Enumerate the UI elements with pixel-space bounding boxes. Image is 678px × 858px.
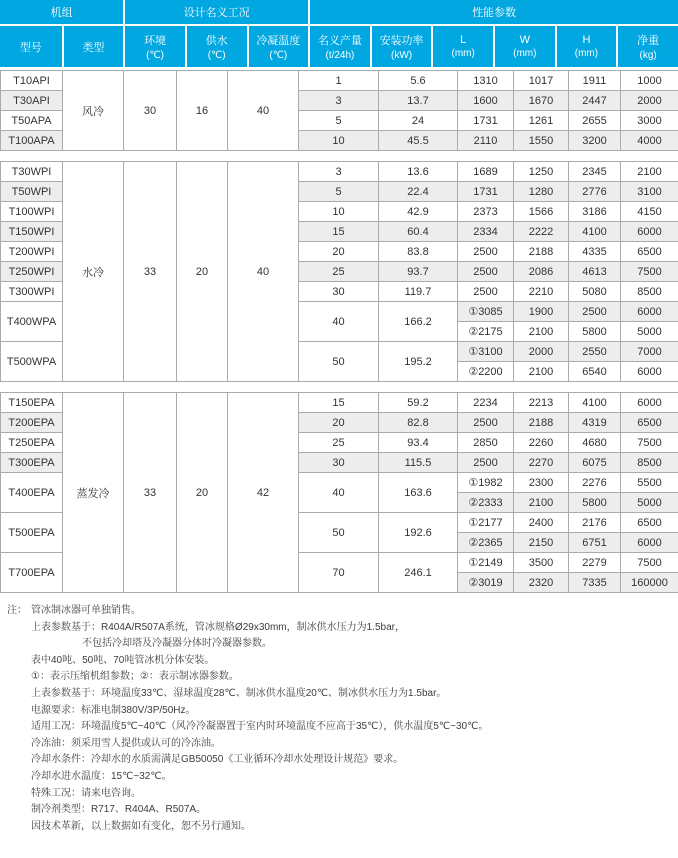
- cell-capacity: 50: [299, 342, 379, 382]
- cell-length: ①1982: [458, 473, 514, 493]
- cell-width: 1261: [514, 111, 569, 131]
- cell-power: 163.6: [379, 473, 458, 513]
- cell-width: 3500: [514, 553, 569, 573]
- col-title: 型号: [19, 41, 42, 54]
- cell-supply: 20: [177, 393, 228, 593]
- cell-model: T150EPA: [1, 393, 63, 413]
- note-line: ①：表示压缩机组参数；②：表示制冰器参数。: [31, 671, 239, 683]
- cell-model: T700EPA: [1, 553, 63, 593]
- cell-length: 1600: [458, 91, 514, 111]
- cell-width: 1670: [514, 91, 569, 111]
- cell-length: 1310: [458, 71, 514, 91]
- cell-height: 3186: [569, 202, 621, 222]
- cell-power: 60.4: [379, 222, 458, 242]
- cell-ambient: 33: [124, 162, 177, 382]
- note-line: 上表参数基于：环境温度33℃、湿球温度28℃、制冰供水温度20℃、制冰供水压力为1.5bar。: [31, 687, 447, 699]
- cell-capacity: 10: [299, 131, 379, 151]
- cell-height: 2276: [569, 473, 621, 493]
- cell-height: 2345: [569, 162, 621, 182]
- col-unit: (℃): [146, 50, 164, 61]
- cell-length: 1731: [458, 182, 514, 202]
- cell-power: 59.2: [379, 393, 458, 413]
- table-block-2: [0, 392, 678, 593]
- cell-power: 93.7: [379, 262, 458, 282]
- note-line: 冷却水进水温度：15℃~32℃。: [31, 770, 172, 782]
- col-title: 净重: [637, 35, 660, 47]
- cell-width: 2300: [514, 473, 569, 493]
- cell-type: 水冷: [63, 162, 124, 382]
- cell-type: 蒸发冷: [63, 393, 124, 593]
- col-title: 名义产量: [317, 35, 362, 47]
- cell-width: 1280: [514, 182, 569, 202]
- col-unit: (mm): [513, 48, 537, 59]
- col-unit: (℃): [269, 50, 288, 61]
- cell-height: 4319: [569, 413, 621, 433]
- cell-capacity: 15: [299, 393, 379, 413]
- col-header-ambient: [123, 26, 185, 67]
- table-header: [0, 0, 678, 67]
- table-row: [1, 162, 678, 182]
- note-line: 不包括冷却塔及冷凝器分体时冷凝器参数。: [82, 638, 272, 650]
- notes: [0, 603, 678, 835]
- table-block-1: [0, 161, 678, 382]
- cell-model: T250EPA: [1, 433, 63, 453]
- cell-width: 2086: [514, 262, 569, 282]
- cell-width: 2100: [514, 322, 569, 342]
- cell-net-weight: 6000: [621, 362, 678, 382]
- col-unit: (mm): [451, 48, 475, 59]
- cell-net-weight: 7500: [621, 433, 678, 453]
- table-row: [1, 71, 678, 91]
- cell-power: 5.6: [379, 71, 458, 91]
- cell-model: T100WPI: [1, 202, 63, 222]
- cell-supply: 16: [177, 71, 228, 151]
- cell-power: 83.8: [379, 242, 458, 262]
- cell-height: 2279: [569, 553, 621, 573]
- cell-model: T500EPA: [1, 513, 63, 553]
- col-header-net-weight: [616, 26, 678, 67]
- cell-net-weight: 6500: [621, 413, 678, 433]
- col-header-cond-temp: [247, 26, 309, 67]
- cell-length: ②2200: [458, 362, 514, 382]
- cell-width: 1550: [514, 131, 569, 151]
- cell-height: 6075: [569, 453, 621, 473]
- cell-model: T250WPI: [1, 262, 63, 282]
- cell-net-weight: 1000: [621, 71, 678, 91]
- cell-height: 5800: [569, 493, 621, 513]
- note-line: 制冷剂类型：R717、R404A、R507A。: [31, 804, 207, 816]
- cell-height: 2500: [569, 302, 621, 322]
- cell-power: 93.4: [379, 433, 458, 453]
- cell-width: 2270: [514, 453, 569, 473]
- cell-model: T150WPI: [1, 222, 63, 242]
- note-line: 管冰制冰器可单独销售。: [31, 605, 141, 616]
- cell-net-weight: 8500: [621, 282, 678, 302]
- cell-power: 45.5: [379, 131, 458, 151]
- col-header-supply: [185, 26, 247, 67]
- table-block-0: [0, 70, 678, 151]
- note-line: 上表参数基于：R404A/R507A系统，管冰规格Ø29x30mm，制冰供水压力为1.5bar，: [31, 621, 405, 633]
- cell-power: 246.1: [379, 553, 458, 593]
- cell-capacity: 40: [299, 302, 379, 342]
- cell-length: 2500: [458, 453, 514, 473]
- cell-length: 1689: [458, 162, 514, 182]
- cell-capacity: 40: [299, 473, 379, 513]
- cell-height: 3200: [569, 131, 621, 151]
- cell-power: 82.8: [379, 413, 458, 433]
- cell-width: 1566: [514, 202, 569, 222]
- col-unit: (kW): [391, 50, 413, 61]
- col-header-model: [0, 26, 62, 67]
- header-group-row: [0, 0, 678, 26]
- cell-supply: 20: [177, 162, 228, 382]
- col-title: L: [460, 34, 467, 46]
- group-header-unit-group: 机组: [0, 0, 123, 26]
- cell-cond-temp: 42: [228, 393, 299, 593]
- cell-length: ①2177: [458, 513, 514, 533]
- cell-power: 195.2: [379, 342, 458, 382]
- note-line: 冷却水条件：冷却水的水质需满足GB50050《工业循环冷却水处理设计规范》要求。: [31, 754, 404, 766]
- cell-length: 2500: [458, 262, 514, 282]
- cell-model: T400WPA: [1, 302, 63, 342]
- cell-model: T50APA: [1, 111, 63, 131]
- cell-net-weight: 5000: [621, 493, 678, 513]
- cell-capacity: 3: [299, 162, 379, 182]
- cell-power: 13.7: [379, 91, 458, 111]
- header-column-row: [0, 26, 678, 67]
- note-line: 电源要求：标准电制380V/3P/50Hz。: [31, 704, 196, 716]
- col-header-power: [370, 26, 432, 67]
- cell-capacity: 30: [299, 282, 379, 302]
- cell-width: 2222: [514, 222, 569, 242]
- cell-length: ②3019: [458, 573, 514, 593]
- cell-width: 2000: [514, 342, 569, 362]
- cell-width: 2400: [514, 513, 569, 533]
- col-header-height: [555, 26, 617, 67]
- cell-height: 5080: [569, 282, 621, 302]
- cell-width: 1900: [514, 302, 569, 322]
- cell-model: T400EPA: [1, 473, 63, 513]
- cell-height: 4335: [569, 242, 621, 262]
- cell-width: 2213: [514, 393, 569, 413]
- col-header-width: [493, 26, 555, 67]
- cell-width: 2150: [514, 533, 569, 553]
- col-header-length: [431, 26, 493, 67]
- cell-width: 2100: [514, 362, 569, 382]
- cell-net-weight: 4000: [621, 131, 678, 151]
- cell-net-weight: 6000: [621, 222, 678, 242]
- cell-width: 1250: [514, 162, 569, 182]
- cell-net-weight: 6500: [621, 513, 678, 533]
- cell-capacity: 15: [299, 222, 379, 242]
- cell-net-weight: 6500: [621, 242, 678, 262]
- col-title: W: [519, 34, 530, 46]
- cell-capacity: 10: [299, 202, 379, 222]
- cell-capacity: 70: [299, 553, 379, 593]
- cell-length: 2850: [458, 433, 514, 453]
- table-blocks: [0, 70, 678, 593]
- cell-model: T200EPA: [1, 413, 63, 433]
- cell-net-weight: 7500: [621, 553, 678, 573]
- col-title: 安装功率: [379, 35, 424, 47]
- cell-height: 1911: [569, 71, 621, 91]
- cell-width: 2320: [514, 573, 569, 593]
- note-line: 特殊工况：请来电咨询。: [31, 787, 141, 799]
- cell-height: 6540: [569, 362, 621, 382]
- cell-power: 166.2: [379, 302, 458, 342]
- cell-net-weight: 6000: [621, 533, 678, 553]
- cell-net-weight: 6000: [621, 302, 678, 322]
- cell-power: 13.6: [379, 162, 458, 182]
- note-line: 冷冻油：须采用雪人提供或认可的冷冻油。: [31, 737, 221, 749]
- note-line: 表中40吨、50吨、70吨管冰机分体安装。: [31, 654, 215, 666]
- group-header-performance-group: 性能参数: [308, 0, 678, 26]
- cell-power: 22.4: [379, 182, 458, 202]
- cell-length: 2334: [458, 222, 514, 242]
- cell-power: 119.7: [379, 282, 458, 302]
- cell-net-weight: 6000: [621, 393, 678, 413]
- cell-length: ①2149: [458, 553, 514, 573]
- cell-capacity: 25: [299, 262, 379, 282]
- cell-net-weight: 5500: [621, 473, 678, 493]
- cell-width: 2188: [514, 413, 569, 433]
- cell-model: T300EPA: [1, 453, 63, 473]
- cell-model: T200WPI: [1, 242, 63, 262]
- col-title: 冷凝温度: [256, 35, 301, 47]
- cell-power: 42.9: [379, 202, 458, 222]
- cell-capacity: 3: [299, 91, 379, 111]
- cell-model: T500WPA: [1, 342, 63, 382]
- cell-height: 2776: [569, 182, 621, 202]
- cell-height: 5800: [569, 322, 621, 342]
- col-unit: (kg): [639, 50, 657, 61]
- cell-length: 2500: [458, 282, 514, 302]
- cell-model: T30API: [1, 91, 63, 111]
- cell-height: 7335: [569, 573, 621, 593]
- cell-power: 24: [379, 111, 458, 131]
- cell-height: 2176: [569, 513, 621, 533]
- cell-ambient: 33: [124, 393, 177, 593]
- cell-model: T50WPI: [1, 182, 63, 202]
- cell-length: 1731: [458, 111, 514, 131]
- col-title: 类型: [82, 41, 105, 54]
- col-header-capacity: [308, 26, 370, 67]
- cell-width: 2188: [514, 242, 569, 262]
- cell-width: 2100: [514, 493, 569, 513]
- cell-width: 2260: [514, 433, 569, 453]
- cell-length: ①3100: [458, 342, 514, 362]
- notes-prefix: 注：: [7, 605, 27, 616]
- cell-model: T10API: [1, 71, 63, 91]
- col-unit: (℃): [207, 50, 226, 61]
- cell-capacity: 5: [299, 182, 379, 202]
- col-header-type: [62, 26, 124, 67]
- cell-net-weight: 160000: [621, 573, 678, 593]
- cell-net-weight: 5000: [621, 322, 678, 342]
- cell-length: ①3085: [458, 302, 514, 322]
- table-row: [1, 393, 678, 413]
- col-title: 环境: [144, 35, 167, 47]
- cell-net-weight: 7500: [621, 262, 678, 282]
- cell-height: 4100: [569, 222, 621, 242]
- note-line: 适用工况：环境温度5℃~40℃（风冷冷凝器置于室内时环境温度不应高于35℃），供水温度5℃~30℃。: [31, 721, 489, 733]
- cell-capacity: 5: [299, 111, 379, 131]
- cell-net-weight: 3000: [621, 111, 678, 131]
- cell-net-weight: 4150: [621, 202, 678, 222]
- cell-power: 192.6: [379, 513, 458, 553]
- cell-height: 4680: [569, 433, 621, 453]
- cell-capacity: 50: [299, 513, 379, 553]
- cell-net-weight: 3100: [621, 182, 678, 202]
- cell-capacity: 30: [299, 453, 379, 473]
- cell-length: ②2365: [458, 533, 514, 553]
- col-unit: (t/24h): [325, 50, 355, 61]
- cell-length: 2110: [458, 131, 514, 151]
- cell-length: 2500: [458, 413, 514, 433]
- col-title: H: [582, 34, 591, 46]
- col-unit: (mm): [574, 48, 599, 59]
- cell-model: T300WPI: [1, 282, 63, 302]
- cell-net-weight: 2100: [621, 162, 678, 182]
- cell-capacity: 20: [299, 413, 379, 433]
- cell-height: 2655: [569, 111, 621, 131]
- col-title: 供水: [205, 35, 228, 47]
- cell-length: ②2333: [458, 493, 514, 513]
- cell-model: T30WPI: [1, 162, 63, 182]
- cell-length: 2373: [458, 202, 514, 222]
- cell-net-weight: 7000: [621, 342, 678, 362]
- cell-length: ②2175: [458, 322, 514, 342]
- cell-net-weight: 2000: [621, 91, 678, 111]
- cell-type: 风冷: [63, 71, 124, 151]
- cell-capacity: 25: [299, 433, 379, 453]
- cell-power: 115.5: [379, 453, 458, 473]
- cell-height: 4100: [569, 393, 621, 413]
- cell-cond-temp: 40: [228, 162, 299, 382]
- cell-net-weight: 8500: [621, 453, 678, 473]
- cell-width: 2210: [514, 282, 569, 302]
- cell-height: 2447: [569, 91, 621, 111]
- cell-length: 2234: [458, 393, 514, 413]
- cell-height: 2550: [569, 342, 621, 362]
- cell-ambient: 30: [124, 71, 177, 151]
- note-line: 因技术革新，以上数据如有变化，恕不另行通知。: [31, 820, 251, 832]
- cell-width: 1017: [514, 71, 569, 91]
- cell-model: T100APA: [1, 131, 63, 151]
- cell-height: 4613: [569, 262, 621, 282]
- cell-capacity: 1: [299, 71, 379, 91]
- cell-length: 2500: [458, 242, 514, 262]
- cell-cond-temp: 40: [228, 71, 299, 151]
- cell-height: 6751: [569, 533, 621, 553]
- group-header-design-conditions-group: 设计名义工况: [123, 0, 308, 26]
- notes-lines: [31, 603, 678, 835]
- cell-capacity: 20: [299, 242, 379, 262]
